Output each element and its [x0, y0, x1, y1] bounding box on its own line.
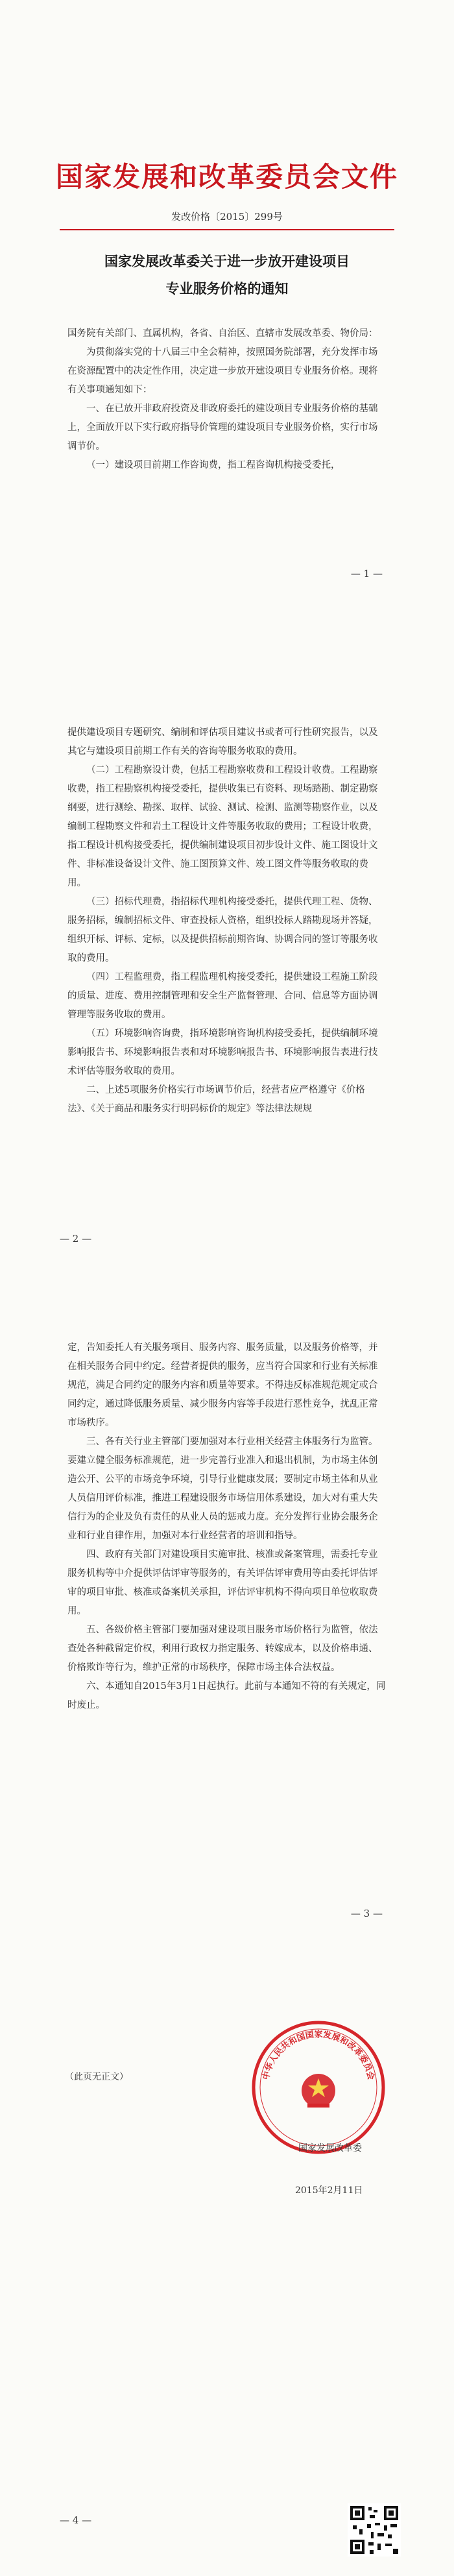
addressee: 国务院有关部门、直属机构，各省、自治区、直辖市发展改革委、物价局： [67, 328, 378, 339]
no-text-note: （此页无正文） [65, 2072, 128, 2082]
official-seal [249, 2018, 388, 2157]
paragraph-intro: 为贯彻落实党的十八届三中全会精神，按照国务院部署，充分发挥市场在资源配置中的决定性作用，决定进一步放开建设项目专业服务价格。现将有关事项通知如下： [67, 347, 378, 395]
signing-date: 2015年2月11日 [295, 2185, 363, 2196]
paragraph-item-3: （三）招标代理费，指招标代理机构接受委托，提供代理工程、货物、服务招标，编制招标文件、审查投标人资格，组织投标人踏勘现场并答疑，组织开标、评标、定标，以及提供招标前期咨询、协调合同的签订等服务收取的费用。 [67, 897, 378, 964]
paragraph-section-two: 二、上述5项服务价格实行市场调节价后，经营者应严格遵守《价格法》、《关于商品和服务实行明码标价的规定》等法律法规规 [67, 1085, 365, 1114]
paragraph-item-4: （四）工程监理费，指工程监理机构接受委托，提供建设工程施工阶段的质量、进度、费用控制管理和安全生产监督管理、合同、信息等方面协调管理等服务收取的费用。 [67, 972, 378, 1020]
qr-code-icon [348, 2503, 401, 2557]
paragraph-item-1-cont: 提供建设项目专题研究、编制和评估项目建议书或者可行性研究报告，以及其它与建设项目前期工作有关的咨询等服务收取的费用。 [67, 727, 378, 757]
paragraph-section-six: 六、本通知自2015年3月1日起执行。此前与本通知不符的有关规定，同时废止。 [67, 1681, 386, 1710]
header-red-rule [60, 229, 394, 230]
page-2 [0, 649, 454, 1288]
paragraph-section-four: 四、政府有关部门对建设项目实施审批、核准或备案管理，需委托专业服务机构等中介提供评估评审等服务的，有关评估评审费用等由委托评估评审的项目审批、核准或备案机关承担，评估评审机构不得向项目单位收取费用。 [67, 1549, 378, 1616]
paragraph-section-five: 五、各级价格主管部门要加强对建设项目服务市场价格行为监管，依法查处各种截留定价权，利用行政权力指定服务、转嫁成本，以及价格串通、价格欺诈等行为，维护正常的市场秩序，保障市场主体合法权益。 [67, 1625, 378, 1673]
page-1-body [67, 324, 387, 475]
page-2-body [67, 723, 387, 1119]
seal-text: 中华人民共和国国家发展和改革委员会 [261, 2030, 376, 2081]
document-number: 发改价格〔2015〕299号 [171, 211, 283, 223]
paragraph-section-two-cont: 定，告知委托人有关服务项目、服务内容、服务质量，以及服务价格等，并在相关服务合同中约定。经营者提供的服务，应当符合国家和行业有关标准规范，满足合同约定的服务内容和质量等要求。不得违反标准规范规定或合同约定，通过降低服务质量、减少服务内容等手段进行恶性竞争，扰乱正常市场秩序。 [67, 1343, 378, 1428]
page-number: — 1 — [350, 568, 383, 579]
document-header-title: 国家发展和改革委员会文件 [55, 161, 398, 193]
notice-title-line-1: 国家发展改革委关于进一步放开建设项目 [104, 253, 350, 269]
page-3-body [67, 1339, 387, 1715]
page-number: — 3 — [350, 1908, 383, 1919]
notice-title [0, 248, 454, 302]
paragraph-item-2: （二）工程勘察设计费，包括工程勘察收费和工程设计收费。工程勘察收费，指工程勘察机构接受委托，提供收集已有资料、现场踏勘、制定勘察纲要，进行测绘、勘探、取样、试验、测试、检测、监测等勘察作业，以及编制工程勘察文件和岩土工程设计文件等服务收取的费用；工程设计收费，指工程设计机构接受委托，提供编制建设项目初步设计文件、施工图设计文件、非标准设备设计文件、施工图预算文件、竣工图文件等服务收取的费用。 [67, 765, 378, 888]
notice-title-line-2: 专业服务价格的通知 [165, 280, 289, 297]
page-number: — 2 — [60, 1233, 92, 1245]
paragraph-section-three: 三、各有关行业主管部门要加强对本行业相关经营主体服务行为监管。要建立健全服务标准规范，进一步完善行业准入和退出机制，为市场主体创造公开、公平的市场竞争环境，引导行业健康发展；要制定市场主体和从业人员信用评价标准，推进工程建设服务市场信用体系建设，加大对有重大失信行为的企业及负有责任的从业人员的惩戒力度。充分发挥行业协会服务企业和行业自律作用，加强对本行业经营者的培训和指导。 [67, 1437, 378, 1541]
page-number: — 4 — [60, 2514, 92, 2526]
national-emblem-icon [302, 2074, 335, 2108]
signer-name: 国家发展改革委 [298, 2143, 362, 2154]
page-3 [0, 1288, 454, 1930]
paragraph-item-5: （五）环境影响咨询费，指环境影响咨询机构接受委托，提供编制环境影响报告书、环境影响报告表和对环境影响报告书、环境影响报告表进行技术评估等服务收取的费用。 [67, 1028, 378, 1076]
page-1 [0, 0, 454, 649]
paragraph-item-1: （一）建设项目前期工作咨询费，指工程咨询机构接受委托， [86, 460, 340, 470]
paragraph-section-one: 一、在已放开非政府投资及非政府委托的建设项目专业服务价格的基础上，全面放开以下实行政府指导价管理的建设项目专业服务价格，实行市场调节价。 [67, 404, 378, 452]
